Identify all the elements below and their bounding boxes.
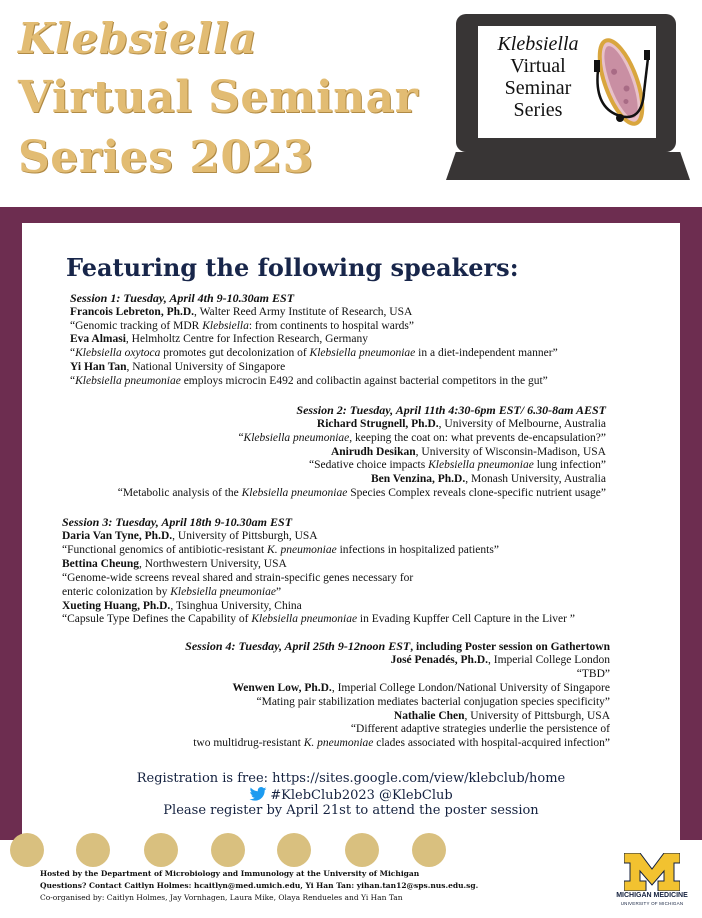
footer-contact: Questions? Contact Caitlyn Holmes: hcaitlyn@med.umich.edu, Yi Han Tan: yihan.tan12@sps.nus.edu.sg.: [40, 881, 479, 890]
session-3-talk-2-line-1: “Genome-wide screens reveal shared and strain-specific genes necessary for: [62, 572, 414, 584]
talk-text: employs microcin E492 and colibactin against bacterial competitors in the gut”: [180, 375, 548, 387]
speaker-affiliation: , Helmholtz Centre for Infection Research, Germany: [125, 333, 368, 345]
session-2-talk-3: [118, 487, 606, 500]
talk-text: in a diet-independent manner”: [415, 347, 558, 359]
speaker-affiliation: , Imperial College London/National University of Singapore: [331, 682, 610, 694]
speaker-affiliation: , Imperial College London: [488, 654, 610, 666]
speaker-name: José Penadés, Ph.D.: [390, 654, 488, 666]
university-text: UNIVERSITY OF MICHIGAN: [620, 901, 684, 906]
session-1-talk-3: [70, 375, 548, 388]
talk-text-italic: Klebsiella pneumoniae: [243, 432, 350, 444]
session-4-speaker-1: [391, 654, 610, 667]
twitter-icon: [249, 787, 267, 801]
logo-line-3: Seminar: [504, 77, 572, 99]
talk-text: “Sedative choice impacts: [308, 459, 429, 471]
speaker-affiliation: , National University of Singapore: [126, 361, 286, 373]
talk-text: Species Complex reveals clone-specific nutrient usage”: [347, 487, 606, 499]
session-2-talk-1: [238, 432, 606, 445]
talk-text: “Genomic tracking of MDR: [70, 320, 203, 332]
talk-text-italic: Klebsiella oxytoca: [75, 347, 161, 359]
speaker-affiliation: , Walter Reed Army Institute of Research, USA: [194, 306, 413, 318]
session-4-talk-3-line-1: “Different adaptive strategies underlie the persistence of: [350, 723, 610, 735]
social-handles-text: #KlebClub2023 @KlebClub: [270, 788, 453, 803]
logo-line-1: Klebsiella: [497, 33, 579, 55]
decorative-dot: [412, 833, 446, 867]
session-1-talk-1: [70, 320, 414, 333]
talk-text-italic: Klebsiella: [202, 320, 249, 332]
speakers-heading: Featuring the following speakers:: [66, 253, 519, 282]
talk-text: lung infection”: [533, 459, 606, 471]
talk-text-italic: Klebsiella pneumoniae: [75, 375, 181, 387]
speaker-name: Nathalie Chen: [393, 710, 465, 722]
talk-text: “Metabolic analysis of the: [117, 487, 242, 499]
footer-organisers: Co-organised by: Caitlyn Holmes, Jay Vornhagen, Laura Mike, Olaya Rendueles and Yi Han Tan: [40, 893, 403, 902]
decorative-dot: [211, 833, 245, 867]
logo-line-4: Series: [513, 99, 563, 121]
session-4-title: [185, 640, 610, 654]
session-3-talk-1: [62, 544, 499, 557]
talk-text: ”: [275, 586, 282, 598]
speaker-name: Wenwen Low, Ph.D.: [232, 682, 332, 694]
session-4-speaker-2: [232, 682, 610, 695]
laptop-base: [446, 152, 690, 180]
session-2-talk-2: [309, 459, 606, 472]
session-3-title: Session 3: Tuesday, April 18th 9-10.30am EST: [62, 515, 293, 529]
session-2-title: Session 2: Tuesday, April 11th 4:30-6pm EST/ 6.30-8am AEST: [296, 403, 606, 417]
talk-text: , keeping the coat on: what prevents de-encapsulation?”: [349, 432, 606, 444]
title-line-1: Klebsiella: [18, 14, 257, 63]
decorative-dot: [76, 833, 110, 867]
speaker-affiliation: , University of Wisconsin-Madison, USA: [415, 446, 606, 458]
talk-text: “Functional genomics of antibiotic-resistant: [62, 544, 268, 556]
talk-text-italic: Klebsiella pneumoniae: [241, 487, 348, 499]
session-1-title: Session 1: Tuesday, April 4th 9-10.30am EST: [70, 291, 295, 305]
session-1-speaker-3: [70, 361, 285, 374]
michigan-block-m-logo: [624, 853, 680, 891]
speaker-name: Anirudh Desikan: [330, 446, 416, 458]
talk-text-italic: Klebsiella pneumoniae: [309, 347, 416, 359]
session-4-title-extra: , including Poster session on Gathertown: [410, 641, 610, 653]
registration-link[interactable]: Registration is free: https://sites.google.com/view/klebclub/home: [136, 771, 566, 786]
speaker-affiliation: , University of Melbourne, Australia: [438, 418, 606, 430]
speaker-name: Yi Han Tan: [70, 361, 127, 373]
speaker-name: Bettina Cheung: [62, 558, 139, 570]
speaker-name: Richard Strugnell, Ph.D.: [316, 418, 439, 430]
session-2-speaker-2: [331, 446, 606, 459]
session-3-speaker-3: [62, 600, 302, 613]
talk-text-italic: K. pneumoniae: [303, 737, 374, 749]
session-1-speaker-2: [70, 333, 368, 346]
speaker-affiliation: , University of Pittsburgh, USA: [172, 530, 318, 542]
logo-line-2: Virtual: [510, 55, 566, 77]
logo-text: [483, 33, 593, 121]
talk-text: promotes gut decolonization of: [160, 347, 310, 359]
speaker-name: Daria Van Tyne, Ph.D.: [62, 530, 173, 542]
session-4-title-text: Session 4: Tuesday, April 25th 9-12noon EST: [185, 639, 411, 653]
session-1-talk-2: [70, 347, 558, 360]
registration-deadline: Please register by April 21st to attend the poster session: [163, 803, 539, 818]
session-4-talk-2: “Mating pair stabilization mediates bacterial conjugation species specificity”: [256, 696, 610, 708]
speaker-affiliation: , Northwestern University, USA: [139, 558, 287, 570]
decorative-dot: [277, 833, 311, 867]
session-3-speaker-2: [62, 558, 287, 571]
speaker-name: Ben Venzina, Ph.D.: [370, 473, 466, 485]
session-2-speaker-1: [317, 418, 606, 431]
session-4-talk-3-line-2: [193, 737, 610, 750]
talk-text: “: [70, 375, 76, 387]
talk-text: : from continents to hospital wards”: [248, 320, 414, 332]
session-1-speaker-1: [70, 306, 412, 319]
session-4-speaker-3: [394, 710, 610, 723]
speaker-name: Xueting Huang, Ph.D.: [62, 600, 171, 612]
session-4-talk-1: “TBD”: [576, 668, 610, 680]
title-line-3: Series 2023: [18, 132, 314, 183]
footer-host: Hosted by the Department of Microbiology and Immunology at the University of Michigan: [40, 869, 420, 878]
michigan-medicine-wordmark: [612, 892, 692, 908]
decorative-dot: [10, 833, 44, 867]
session-3-talk-2-line-2: [62, 586, 281, 599]
decorative-dot: [144, 833, 178, 867]
session-3-speaker-1: [62, 530, 318, 543]
talk-text: in Evading Kupffer Cell Capture in the Liver ”: [357, 613, 575, 625]
speaker-name: Francois Lebreton, Ph.D.: [70, 306, 195, 318]
session-2-speaker-3: [371, 473, 606, 486]
session-3-talk-3: [62, 613, 575, 626]
title-line-2: Virtual Seminar: [18, 72, 419, 123]
talk-text-italic: K. pneumoniae: [267, 544, 337, 556]
talk-text-italic: Klebsiella pneumoniae: [170, 586, 276, 598]
michigan-medicine-text: MICHIGAN MEDICINE: [616, 892, 688, 899]
talk-text-italic: Klebsiella pneumoniae: [428, 459, 534, 471]
decorative-dot: [345, 833, 379, 867]
speaker-affiliation: , Monash University, Australia: [465, 473, 606, 485]
talk-text: clades associated with hospital-acquired infection”: [373, 737, 610, 749]
talk-text: enteric colonization by: [62, 586, 171, 598]
talk-text: two multidrug-resistant: [193, 737, 304, 749]
speaker-affiliation: , Tsinghua University, China: [170, 600, 302, 612]
talk-text: “Capsule Type Defines the Capability of: [62, 613, 252, 625]
speaker-name: Eva Almasi: [70, 333, 126, 345]
speaker-affiliation: , University of Pittsburgh, USA: [464, 710, 610, 722]
talk-text: “: [70, 347, 76, 359]
bacterium-stethoscope-icon: [590, 30, 652, 134]
talk-text-italic: Klebsiella pneumoniae: [251, 613, 358, 625]
talk-text: “: [238, 432, 244, 444]
talk-text: infections in hospitalized patients”: [336, 544, 499, 556]
social-handles: [22, 787, 680, 803]
